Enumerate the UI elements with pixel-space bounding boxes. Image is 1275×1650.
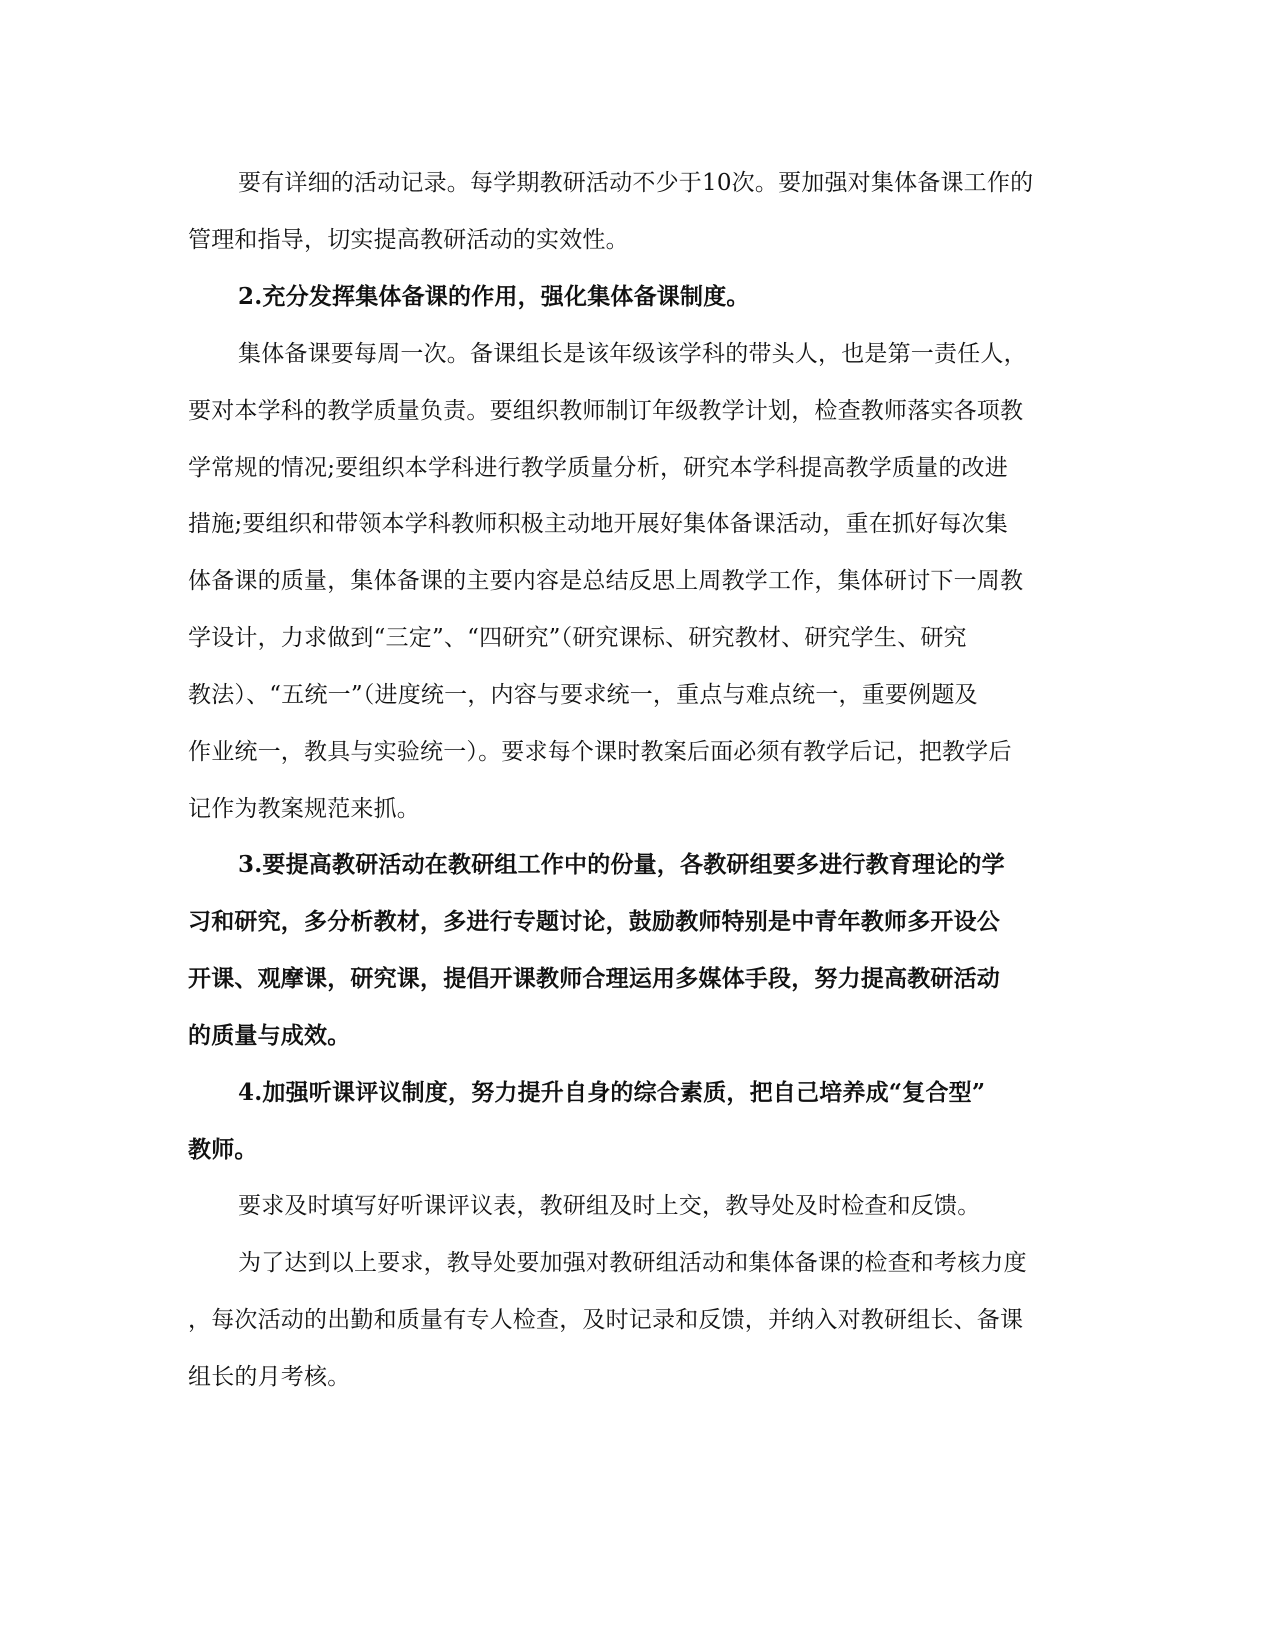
heading-4-line-2: 教师。 bbox=[188, 1136, 258, 1163]
paragraph-2-line-3: 学常规的情况;要组织本学科进行教学质量分析，研究本学科提高教学质量的改进 bbox=[188, 455, 1008, 481]
heading-4-line-1: 4.加强听课评议制度，努力提升自身的综合素质，把自己培养成“复合型” bbox=[238, 1079, 986, 1106]
paragraph-2-line-7: 教法）、“五统一”（进度统一，内容与要求统一，重点与难点统一，重要例题及 bbox=[188, 682, 978, 708]
heading-3-line-1: 3.要提高教研活动在教研组工作中的份量，各教研组要多进行教育理论的学 bbox=[238, 851, 1005, 878]
heading-3-line-2: 习和研究，多分析教材，多进行专题讨论，鼓励教师特别是中青年教师多开设公 bbox=[188, 908, 1000, 935]
paragraph-2-line-1: 集体备课要每周一次。备课组长是该年级该学科的带头人，也是第一责任人， bbox=[238, 341, 1027, 367]
paragraph-1-line-1: 要有详细的活动记录。每学期教研活动不少于10次。要加强对集体备课工作的 bbox=[238, 170, 1034, 196]
paragraph-2-line-9: 记作为教案规范来抓。 bbox=[188, 796, 420, 822]
paragraph-1-line-2: 管理和指导，切实提高教研活动的实效性。 bbox=[188, 227, 629, 253]
paragraph-2-line-4: 措施;要组织和带领本学科教师积极主动地开展好集体备课活动，重在抓好每次集 bbox=[188, 511, 1008, 537]
heading-3-line-3: 开课、观摩课，研究课，提倡开课教师合理运用多媒体手段，努力提高教研活动 bbox=[188, 965, 1000, 992]
paragraph-3-line-1: 要求及时填写好听课评议表，教研组及时上交，教导处及时检查和反馈。 bbox=[238, 1193, 981, 1219]
paragraph-4-line-2: ，每次活动的出勤和质量有专人检查，及时记录和反馈，并纳入对教研组长、备课 bbox=[188, 1307, 1024, 1333]
paragraph-2-line-2: 要对本学科的教学质量负责。要组织教师制订年级教学计划，检查教师落实各项教 bbox=[188, 398, 1024, 424]
paragraph-2-line-6: 学设计，力求做到“三定”、“四研究”（研究课标、研究教材、研究学生、研究 bbox=[188, 625, 967, 651]
heading-3-line-4: 的质量与成效。 bbox=[188, 1022, 351, 1049]
paragraph-2-line-5: 体备课的质量，集体备课的主要内容是总结反思上周教学工作，集体研讨下一周教 bbox=[188, 568, 1024, 594]
paragraph-4-line-1: 为了达到以上要求，教导处要加强对教研组活动和集体备课的检查和考核力度 bbox=[238, 1250, 1027, 1276]
paragraph-2-line-8: 作业统一，教具与实验统一）。要求每个课时教案后面必须有教学后记，把教学后 bbox=[188, 739, 1012, 765]
paragraph-4-line-3: 组长的月考核。 bbox=[188, 1364, 351, 1390]
heading-2: 2.充分发挥集体备课的作用，强化集体备课制度。 bbox=[238, 283, 750, 310]
